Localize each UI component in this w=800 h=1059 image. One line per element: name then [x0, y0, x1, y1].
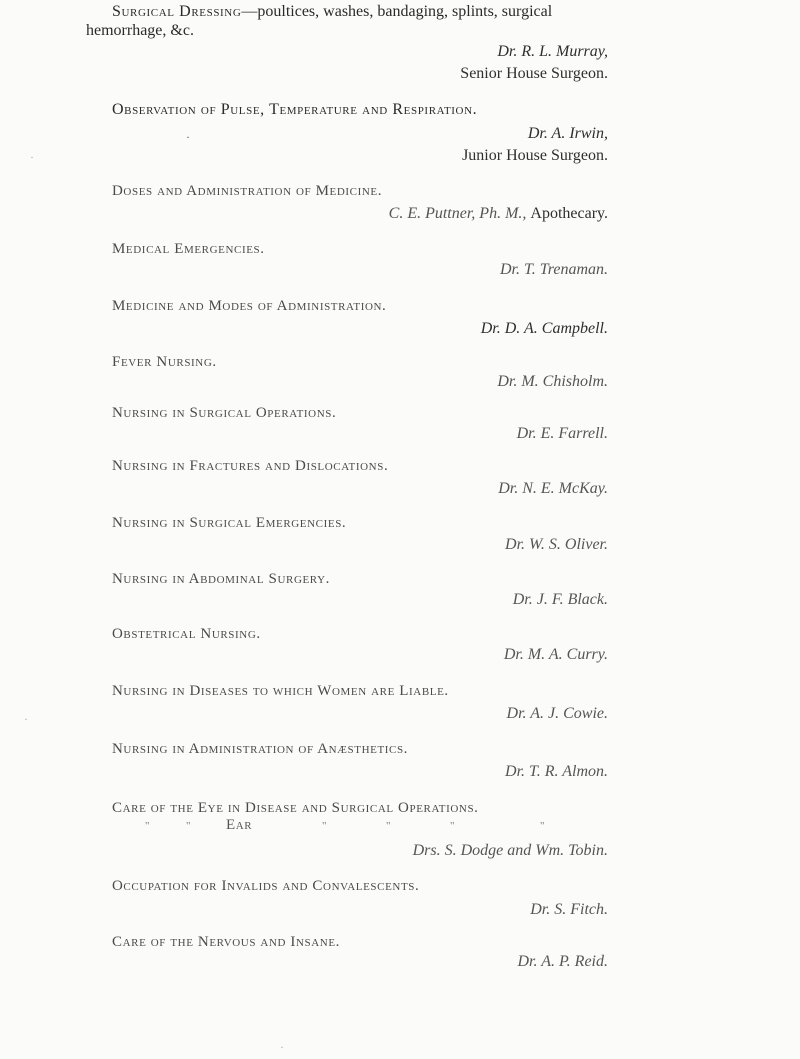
lecturer-dodge-tobin: Drs. S. Dodge and Wm. Tobin. — [412, 842, 608, 859]
topic-nervous-insane: Care of the Nervous and Insane. — [112, 934, 341, 950]
topic-diseases-women: Nursing in Diseases to which Women are Liable. — [112, 683, 449, 699]
topic-medicine-modes: Medicine and Modes of Administration. — [112, 298, 387, 314]
lecturer-irwin: Dr. A. Irwin, — [527, 125, 608, 142]
lecturer-curry: Dr. M. A. Curry. — [503, 646, 608, 663]
topic-surgical-dressing — [112, 3, 552, 21]
ditto-mark: " — [186, 820, 191, 832]
lecturer-murray: Dr. R. L. Murray, — [497, 43, 608, 60]
topic-fractures: Nursing in Fractures and Dislocations. — [112, 458, 389, 474]
ditto-mark: " — [145, 820, 150, 832]
topic-continuation: hemorrhage, &c. — [86, 22, 194, 39]
scan-speck: · — [24, 712, 28, 726]
lecturer-reid: Dr. A. P. Reid. — [517, 953, 608, 970]
role-junior-house-surgeon: Junior House Surgeon. — [462, 147, 608, 164]
lecturer-chisholm: Dr. M. Chisholm. — [497, 373, 608, 390]
lecturer-mckay: Dr. N. E. McKay. — [498, 480, 608, 497]
lecturer-oliver: Dr. W. S. Oliver. — [505, 536, 608, 553]
ditto-mark: " — [540, 820, 545, 832]
topic-surgical-operations: Nursing in Surgical Operations. — [112, 405, 337, 421]
ditto-mark: " — [322, 820, 327, 832]
topic-surgical-emergencies: Nursing in Surgical Emergencies. — [112, 515, 347, 531]
scan-speck: · — [30, 150, 34, 164]
lecturer-fitch: Dr. S. Fitch. — [530, 901, 608, 918]
topic-fever-nursing: Fever Nursing. — [112, 354, 217, 370]
lecturer-puttner — [389, 205, 608, 223]
topic-abdominal-surgery: Nursing in Abdominal Surgery. — [112, 571, 331, 587]
scan-speck: · — [186, 130, 190, 144]
lecturer-cowie: Dr. A. J. Cowie. — [506, 705, 608, 722]
lecturer-farrell: Dr. E. Farrell. — [516, 425, 608, 442]
lecturer-puttner-role: Apothecary. — [530, 205, 608, 222]
topic-care-eye: Care of the Eye in Disease and Surgical Operations. — [112, 800, 479, 816]
ditto-mark: " — [450, 820, 455, 832]
topic-invalids: Occupation for Invalids and Convalescents. — [112, 878, 420, 894]
topic-detail: —poultices, washes, bandaging, splints, surgical — [241, 3, 553, 20]
role-senior-house-surgeon: Senior House Surgeon. — [460, 65, 608, 82]
topic-title: Surgical Dressing — [112, 3, 242, 20]
lecturer-almon: Dr. T. R. Almon. — [505, 763, 608, 780]
lecturer-black: Dr. J. F. Black. — [512, 591, 608, 608]
topic-anaesthetics: Nursing in Administration of Anæsthetics. — [112, 741, 409, 757]
topic-medical-emergencies: Medical Emergencies. — [112, 241, 265, 257]
topic-care-ear: Ear — [226, 817, 253, 833]
lecturer-trenaman: Dr. T. Trenaman. — [499, 261, 608, 278]
topic-observation: Observation of Pulse, Temperature and Respiration. — [112, 101, 478, 118]
topic-doses: Doses and Administration of Medicine. — [112, 183, 383, 199]
lecturer-puttner-name: C. E. Puttner, Ph. M., — [388, 205, 527, 222]
ditto-mark: " — [386, 820, 391, 832]
topic-obstetrical: Obstetrical Nursing. — [112, 626, 261, 642]
scan-speck: · — [280, 1040, 284, 1054]
lecturer-campbell: Dr. D. A. Campbell. — [480, 320, 608, 337]
